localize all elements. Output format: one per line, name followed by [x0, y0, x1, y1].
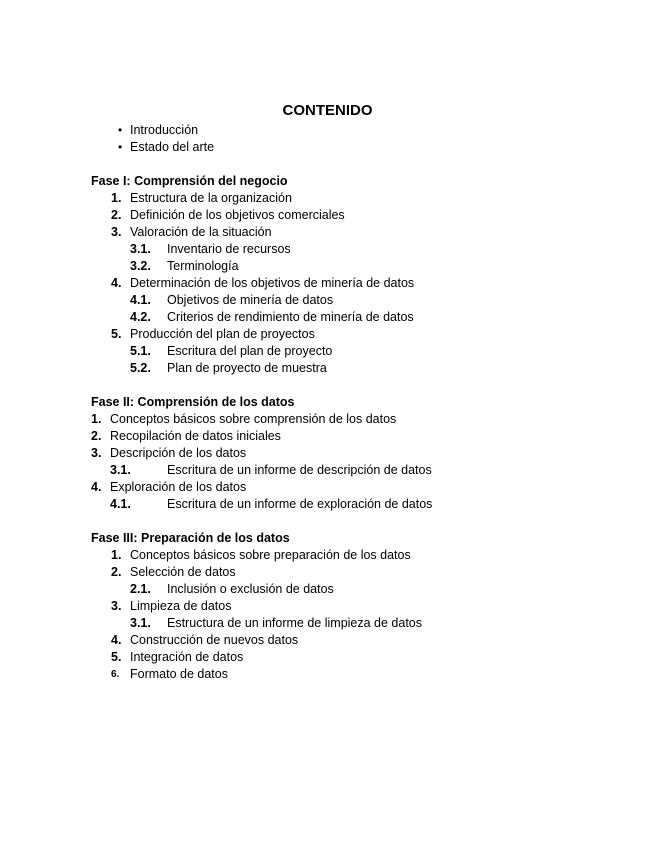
section-heading-fase-2: Fase II: Comprensión de los datos — [91, 395, 295, 409]
page-title: CONTENIDO — [282, 102, 373, 119]
bullet-icon: • — [118, 140, 123, 154]
toc-entry-text: Introducción — [130, 123, 199, 137]
document-page: CONTENIDO • Introducción • Estado del arte Fase I: Comprensión del negocio 1. Estructura de la organización 2. Definición de los objetivos comerciales 3. Valoración de la situación 3.1. Inventario de recursos 3.2. Terminología 4. Determinación de los objetivos de minería de datos 4.1. Objetivos de minería de datos 4.2. Criterios de rendimiento de minería de datos 5. Producción del plan de proyectos 5.1. Escritura del plan de proyecto 5.2. Plan de proyecto de muestra Fase II: Comprensión de los datos 1. Conceptos básicos sobre comprensión de los datos 2. Recopilación de datos iniciales 3. Descripción de los datos 3.1. Escritura de un informe de descripción de datos 4. Exploración de los datos 4.1. Escritura de un informe de exploración de datos Fase III: Preparación de los datos 1. Conceptos básicos sobre preparación de los datos 2. Selección de datos 2.1. Inclusión o exclusión de datos 3. Limpieza de datos 3.1. Estructura de un informe de limpieza de datos 4. Construcción de nuevos datos 5. Integración de datos 6. Formato de datos — [0, 0, 655, 848]
bullet-icon: • — [118, 123, 123, 137]
section-heading-fase-1: Fase I: Comprensión del negocio — [91, 174, 288, 188]
toc-entry-text: Estado del arte — [130, 140, 215, 154]
section-heading-fase-3: Fase III: Preparación de los datos — [91, 531, 290, 545]
